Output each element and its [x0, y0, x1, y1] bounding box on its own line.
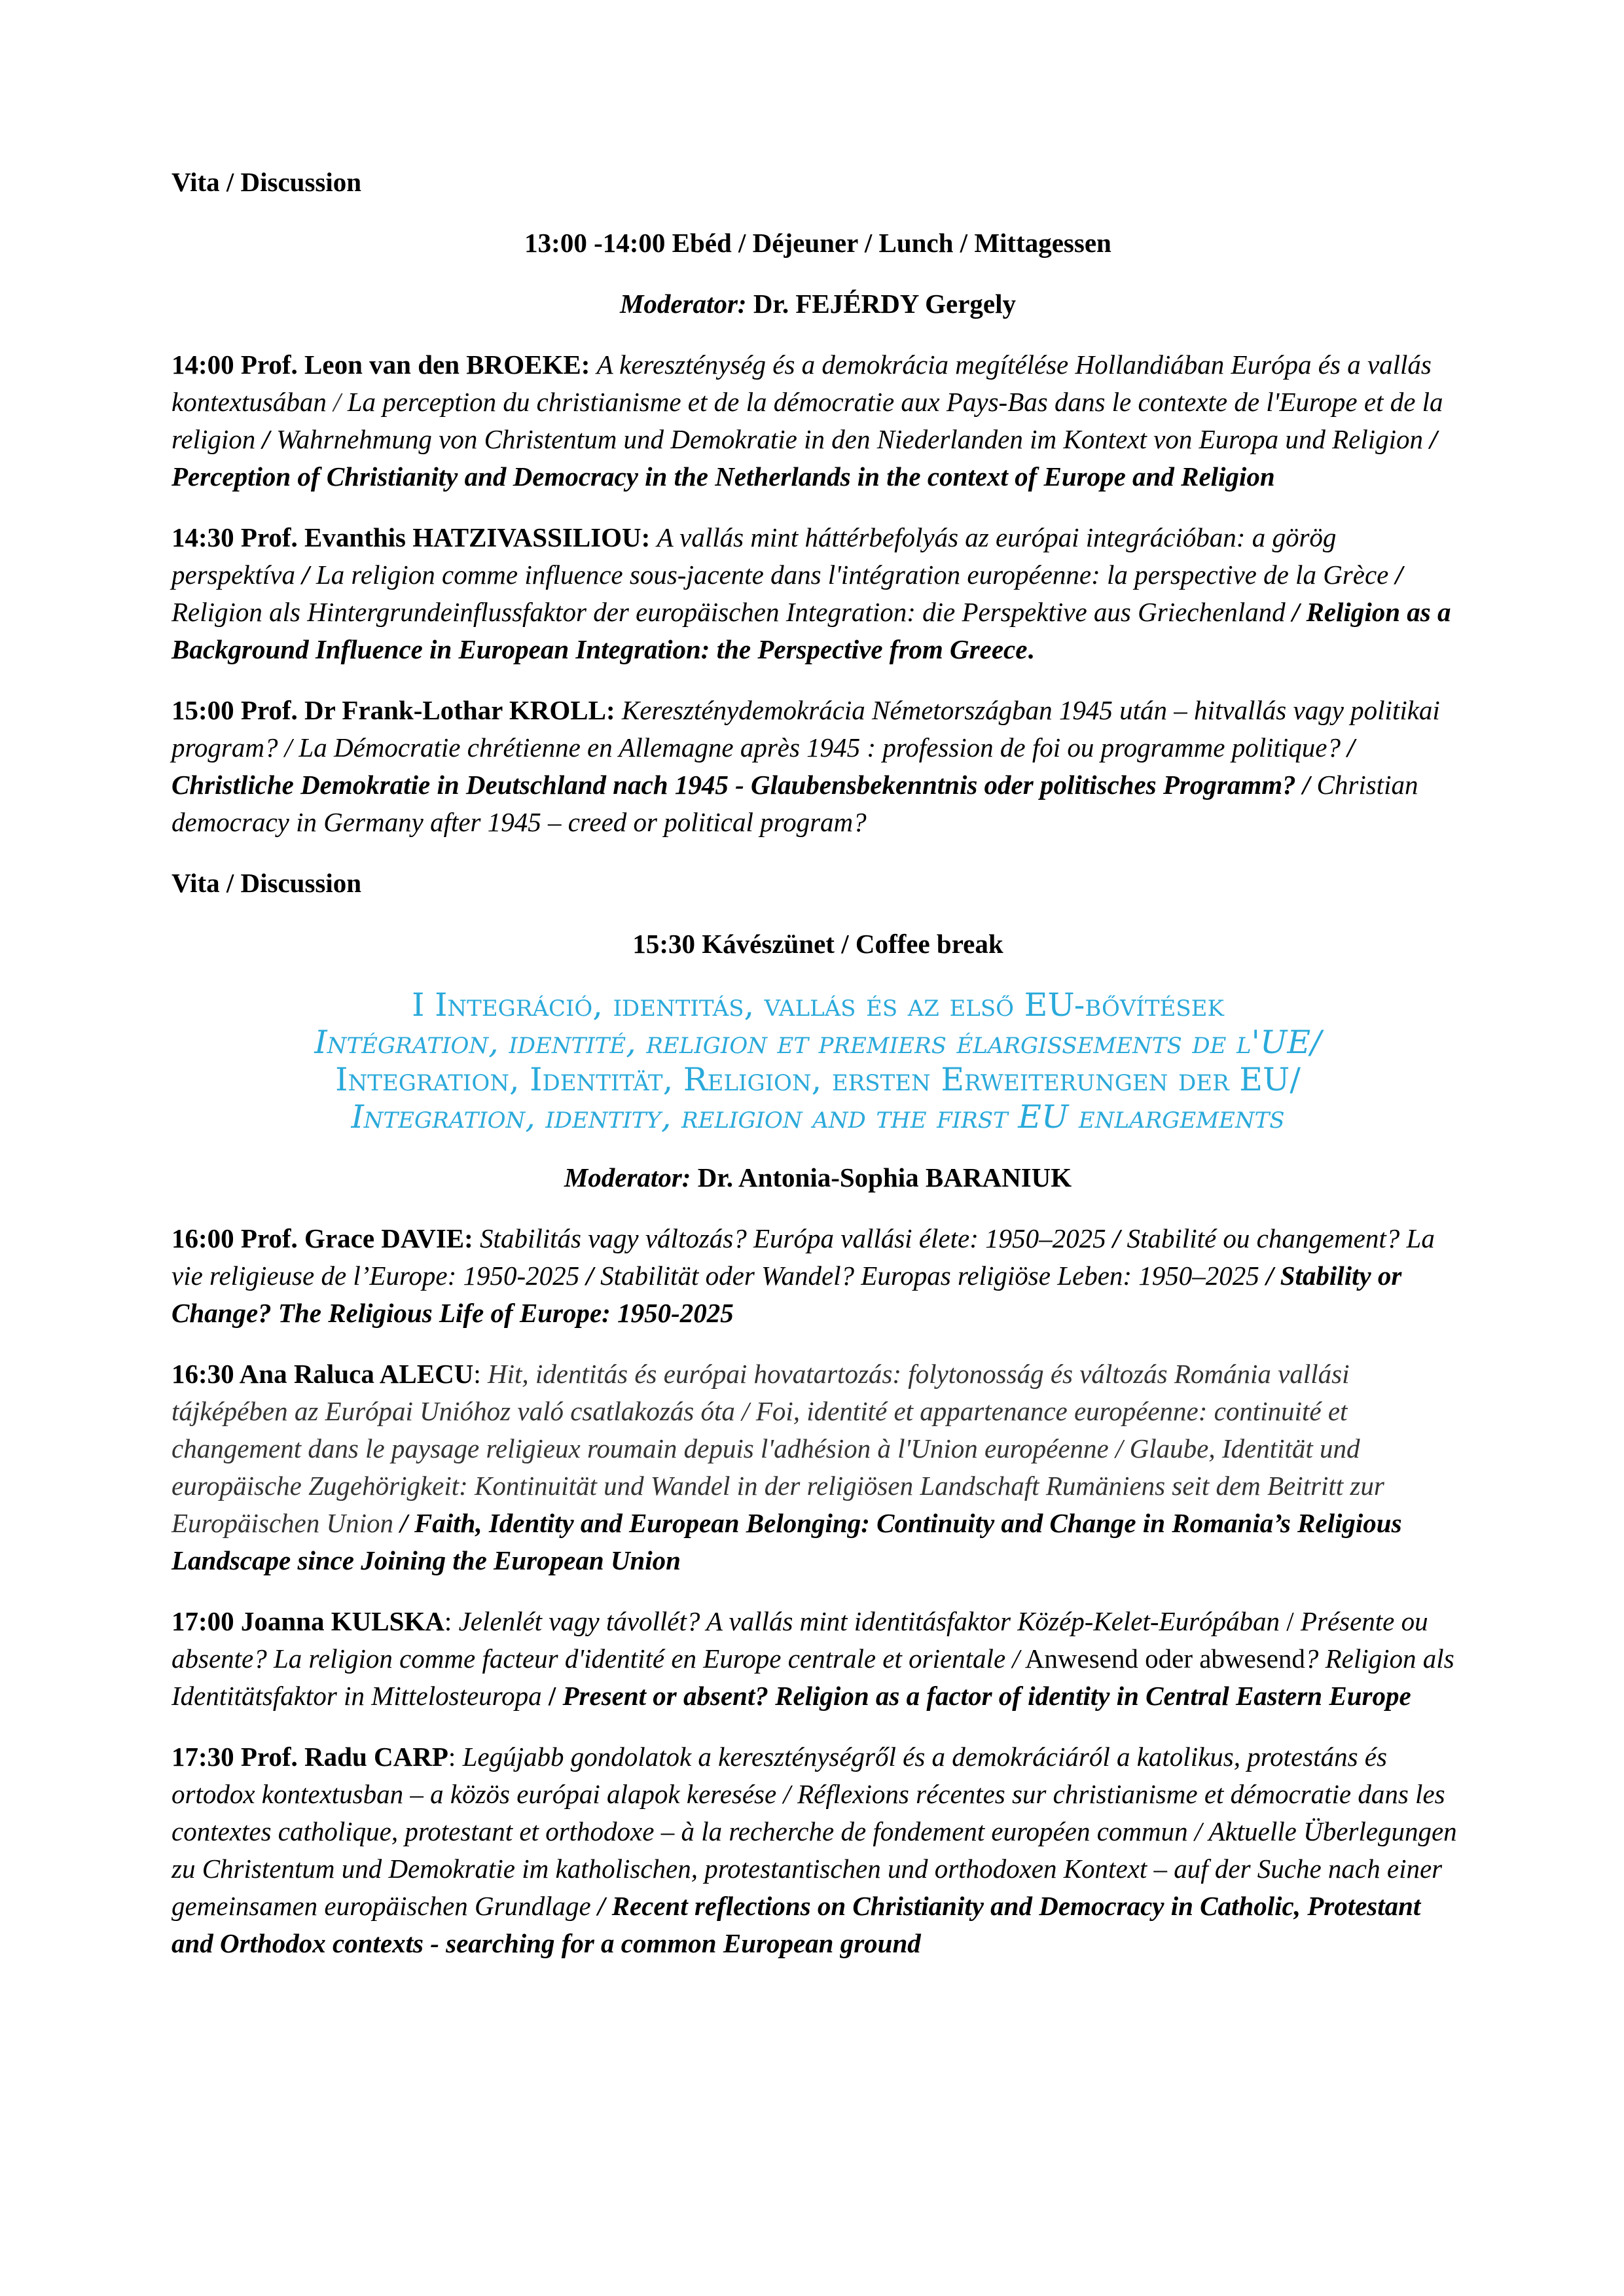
title-en: Stability or Change? The Religious Life of Europe: 1950-2025 [171, 1261, 1402, 1328]
title-hu: Stabilitás vagy változás? Európa vallási élete: 1950–2025 [480, 1223, 1106, 1253]
title-fr: Stabilité ou changement? La vie religieuse de l’Europe: 1950-2025 [171, 1223, 1435, 1291]
title-fr: Foi, identité et appartenance européenne: continuité et changement dans le paysage religieux roumain depuis l'adhésion à l'Union européenne [171, 1396, 1348, 1463]
title-hu: Legújabb gondolatok a kereszténységről és a demokráciáról a katolikus, protestáns és ortodox kontextusban – a közös európai alapok keresése [171, 1742, 1387, 1809]
section-title-de: Integration, Identität, Religion, ersten Erweiterungen der EU/ [335, 1061, 1301, 1098]
moderator-name: Dr. FEJÉRDY Gergely [753, 289, 1017, 319]
title-hu: Hit, identitás és európai hovatartozás: folytonosság és változás Románia vallási tájképében az Európai Unióhoz való csatlakozás óta [171, 1359, 1350, 1426]
title-hu: A vallás mint háttérbefolyás az európai integrációban: a görög perspektíva [171, 522, 1337, 590]
session-speaker: 17:00 Joanna KULSKA [171, 1606, 444, 1636]
session-speaker: 14:00 Prof. Leon van den BROEKE: [171, 350, 590, 380]
session-1700: 17:00 Joanna KULSKA: Jelenlét vagy távollét? A vallás mint identitásfaktor Közép-Kelet-Európában / Présente ou absente? La religion comme facteur d'identité en Europe centrale et orientale / Anwesend oder abwesend? Religion als Identitätsfaktor in Mittelosteuropa / Present or absent? Religion as a factor of identity in Central Eastern Europe [171, 1606, 1454, 1711]
program-page [171, 164, 1464, 1986]
title-fr: La Démocratie chrétienne en Allemagne après 1945 : profession de foi ou programme politique? [298, 732, 1341, 762]
title-de: Stabilität oder Wandel? Europas religiöse Leben: 1950–2025 [600, 1261, 1259, 1291]
title-hu: A kereszténység és a demokrácia megítélése Hollandiában Európa és a vallás kontextusában [171, 350, 1432, 417]
section-title-fr: Intégration, identité, religion et premiers élargissements de l'UE/ [314, 1024, 1322, 1061]
section-title-en: Integration, identity, religion and the first EU enlargements [351, 1098, 1285, 1136]
moderator-name: Dr. Antonia-Sophia BARANIUK [697, 1162, 1072, 1193]
session-speaker: 16:00 Prof. Grace DAVIE: [171, 1223, 473, 1253]
moderator-label: Moderator: [619, 289, 747, 319]
title-en: Recent reflections on Christianity and Democracy in Catholic, Protestant and Orthodox contexts - searching for a common European ground [171, 1891, 1421, 1958]
discussion-heading-2: Vita / Discussion [171, 868, 362, 898]
section-title-hu: I Integráció, identitás, vallás és az első EU-bővítések [412, 986, 1224, 1024]
title-en: Present or absent? Religion as a factor of identity in Central Eastern Europe [562, 1681, 1411, 1711]
session-speaker: 17:30 Prof. Radu CARP [171, 1742, 448, 1772]
session-1500: 15:00 Prof. Dr Frank-Lothar KROLL: Kereszténydemokrácia Németországban 1945 után – hitvallás vagy politikai program? / La Démocratie chrétienne en Allemagne après 1945 : profession de foi ou programme politique? / Christliche Demokratie in Deutschland nach 1945 - Glaubensbekenntnis oder politisches Programm? / Christian democracy in Germany after 1945 – creed or political program? [171, 695, 1440, 837]
title-en: Perception of Christianity and Democracy in the Netherlands in the context of Europe and Religion [171, 461, 1275, 492]
session-1630: 16:30 Ana Raluca ALECU: Hit, identitás és európai hovatartozás: folytonosság és változás Románia vallási tájképében az Európai Unióhoz való csatlakozás óta / Foi, identité et appartenance européenne: continuité et changement dans le paysage religieux roumain depuis l'adhésion à l'Union européenne / Glaube, Identität und europäische Zugehörigkeit: Kontinuität und Wandel in der religiösen Landschaft Rumäniens seit dem Beitritt zur Europäischen Union / Faith, Identity and European Belonging: Continuity and Change in Romania’s Religious Landscape since Joining the European Union [171, 1359, 1402, 1575]
title-fr: La perception du christianisme et de la démocratie aux Pays-Bas dans le contexte de l'Europe et de la religion [171, 387, 1443, 454]
title-de: Glaube, Identität und europäische Zugehörigkeit: Kontinuität und Wandel in der religiösen Landschaft Rumäniens seit dem Beitritt zur Europäischen Union [171, 1433, 1384, 1538]
title-de: Wahrnehmung von Christentum und Demokratie in den Niederlanden im Kontext von Europa und Religion [276, 424, 1423, 454]
title-de-plain: Anwesend oder abwesend [1024, 1643, 1305, 1674]
title-de: Religion als Hintergrundeinflussfaktor der europäischen Integration: die Perspektive aus Griechenland [171, 597, 1286, 627]
title-fr: Réflexions récentes sur christianisme et démocratie dans les contextes catholique, protestant et orthodoxe – à la recherche de fondement européen commun [171, 1779, 1445, 1846]
section-heading [171, 986, 1464, 1136]
title-de: ? Religion als Identitätsfaktor in Mittelosteuropa [171, 1643, 1454, 1711]
title-fr: La religion comme influence sous-jacente dans l'intégration européenne: la perspective de la Grèce [316, 560, 1389, 590]
session-1400: 14:00 Prof. Leon van den BROEKE: A kereszténység és a demokrácia megítélése Hollandiában Európa és a vallás kontextusában / La perception du christianisme et de la démocratie aux Pays-Bas dans le contexte de l'Europe et de la religion / Wahrnehmung von Christentum und Demokratie in den Niederlanden im Kontext von Europa und Religion / Perception of Christianity and Democracy in the Netherlands in the context of Europe and Religion [171, 350, 1443, 492]
lunch-break: 13:00 -14:00 Ebéd / Déjeuner / Lunch / Mittagessen [524, 228, 1111, 258]
title-de: Aktuelle Überlegungen zu Christentum und Demokratie im katholischen, protestantischen und orthodoxen Kontext – auf der Suche nach einer gemeinsamen europäischen Grundlage [171, 1816, 1457, 1921]
moderator-2 [171, 1159, 1464, 1196]
session-1430: 14:30 Prof. Evanthis HATZIVASSILIOU: A vallás mint háttérbefolyás az európai integrációban: a görög perspektíva / La religion comme influence sous-jacente dans l'intégration européenne: la perspective de la Grèce / Religion als Hintergrundeinflussfaktor der europäischen Integration: die Perspektive aus Griechenland / Religion as a Background Influence in European Integration: the Perspective from Greece. [171, 522, 1451, 664]
title-en: Faith, Identity and European Belonging: Continuity and Change in Romania’s Religious Landscape since Joining the European Union [171, 1508, 1402, 1575]
title-fr: Présente ou absente? La religion comme facteur d'identité en Europe centrale et orientale [171, 1606, 1428, 1674]
session-speaker: 14:30 Prof. Evanthis HATZIVASSILIOU: [171, 522, 651, 552]
discussion-heading-1: Vita / Discussion [171, 167, 362, 197]
title-en: Religion as a Background Influence in European Integration: the Perspective from Greece [171, 597, 1451, 664]
moderator-label: Moderator: [564, 1162, 691, 1193]
session-speaker: 16:30 Ana Raluca ALECU [171, 1359, 474, 1389]
title-hu: Jelenlét vagy távollét? A vallás mint identitásfaktor Közép-Kelet-Európában [458, 1606, 1280, 1636]
title-hu: Kereszténydemokrácia Németországban 1945 után – hitvallás vagy politikai program? [171, 695, 1440, 762]
session-1600: 16:00 Prof. Grace DAVIE: Stabilitás vagy változás? Európa vallási élete: 1950–2025 / Stabilité ou changement? La vie religieuse de l’Europe: 1950-2025 / Stabilität oder Wandel? Europas religiöse Leben: 1950–2025 / Stability or Change? The Religious Life of Europe: 1950-2025 [171, 1223, 1435, 1328]
session-1730: 17:30 Prof. Radu CARP: Legújabb gondolatok a kereszténységről és a demokráciáról a katolikus, protestáns és ortodox kontextusban – a közös európai alapok keresése / Réflexions récentes sur christianisme et démocratie dans les contextes catholique, protestant et orthodoxe – à la recherche de fondement européen commun / Aktuelle Überlegungen zu Christentum und Demokratie im katholischen, protestantischen und orthodoxen Kontext – auf der Suche nach einer gemeinsamen europäischen Grundlage / Recent reflections on Christianity and Democracy in Catholic, Protestant and Orthodox contexts - searching for a common European ground [171, 1742, 1457, 1958]
title-en: Christian democracy in Germany after 1945 – creed or political program? [171, 770, 1418, 837]
coffee-break: 15:30 Kávészünet / Coffee break [632, 929, 1003, 959]
moderator-1 [171, 285, 1464, 323]
session-speaker: 15:00 Prof. Dr Frank-Lothar KROLL: [171, 695, 615, 725]
title-de: Christliche Demokratie in Deutschland nach 1945 - Glaubensbekenntnis oder politisches Programm? [171, 770, 1296, 800]
